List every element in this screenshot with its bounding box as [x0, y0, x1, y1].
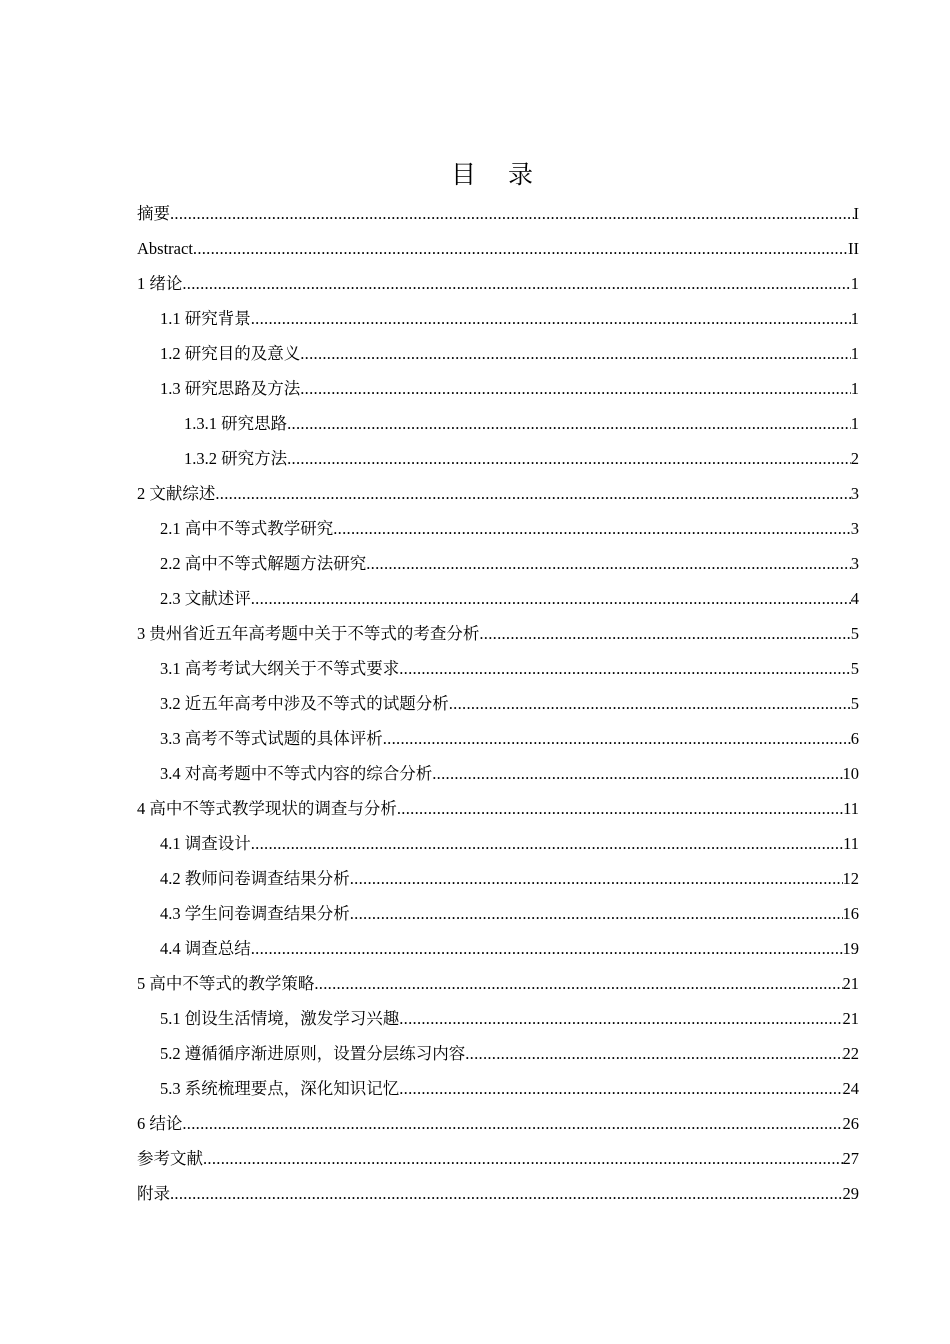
toc-dot-leader	[251, 585, 851, 613]
toc-entry-page-number: 3	[850, 554, 859, 573]
toc-dot-leader	[203, 1145, 843, 1173]
toc-dot-leader	[300, 340, 851, 368]
toc-entry[interactable]	[137, 970, 859, 1005]
toc-entry[interactable]	[137, 480, 859, 515]
toc-dot-leader	[350, 900, 843, 928]
toc-entry-page-number: 11	[843, 799, 859, 818]
toc-entry[interactable]	[137, 655, 859, 690]
toc-dot-leader	[479, 620, 850, 648]
toc-entry[interactable]	[137, 620, 859, 655]
toc-entry[interactable]	[137, 865, 859, 900]
toc-list	[137, 200, 859, 1215]
toc-entry-page-number: 1	[850, 414, 859, 433]
toc-entry[interactable]	[137, 375, 859, 410]
toc-entry-label: 2 文献综述	[137, 484, 216, 503]
toc-entry-page-number: 5	[850, 694, 859, 713]
toc-dot-leader	[170, 200, 854, 228]
toc-entry-page-number: 16	[842, 904, 859, 923]
toc-entry[interactable]	[137, 1145, 859, 1180]
toc-entry-page-number: 26	[842, 1114, 859, 1133]
toc-entry[interactable]	[137, 585, 859, 620]
toc-entry[interactable]	[137, 235, 859, 270]
toc-entry-page-number: 19	[842, 939, 859, 958]
toc-entry[interactable]	[137, 550, 859, 585]
toc-dot-leader	[397, 795, 843, 823]
toc-entry-label: 2.3 文献述评	[160, 589, 251, 608]
toc-entry-label: 附录	[137, 1184, 170, 1203]
toc-entry[interactable]	[137, 410, 859, 445]
toc-entry-label: 参考文献	[137, 1149, 203, 1168]
toc-entry-page-number: 6	[850, 729, 859, 748]
toc-entry[interactable]	[137, 340, 859, 375]
toc-dot-leader	[366, 550, 851, 578]
toc-dot-leader	[170, 1180, 843, 1208]
toc-entry-page-number: 24	[842, 1079, 859, 1098]
toc-entry-label: 3.4 对高考题中不等式内容的综合分析	[160, 764, 433, 783]
toc-entry-label: 5.3 系统梳理要点，深化知识记忆	[160, 1079, 400, 1098]
toc-entry[interactable]	[137, 445, 859, 480]
toc-entry-label: 4.1 调查设计	[160, 834, 251, 853]
toc-entry[interactable]	[137, 270, 859, 305]
toc-entry-label: 2.2 高中不等式解题方法研究	[160, 554, 367, 573]
toc-entry-label: 1.3.2 研究方法	[184, 449, 288, 468]
toc-entry-label: 4.4 调查总结	[160, 939, 251, 958]
toc-dot-leader	[251, 935, 843, 963]
toc-dot-leader	[449, 690, 851, 718]
toc-entry-page-number: 5	[850, 624, 859, 643]
toc-entry-page-number: 22	[842, 1044, 859, 1063]
toc-dot-leader	[182, 270, 850, 298]
toc-entry-label: 3 贵州省近五年高考题中关于不等式的考查分析	[137, 624, 480, 643]
toc-dot-leader	[300, 375, 851, 403]
toc-entry-label: 1.3 研究思路及方法	[160, 379, 301, 398]
toc-entry-page-number: 3	[850, 519, 859, 538]
toc-entry-page-number: 1	[850, 309, 859, 328]
toc-entry[interactable]	[137, 1180, 859, 1215]
toc-dot-leader	[287, 410, 851, 438]
toc-entry-page-number: 1	[850, 274, 859, 293]
toc-entry[interactable]	[137, 900, 859, 935]
toc-dot-leader	[182, 1110, 842, 1138]
toc-entry-page-number: I	[853, 204, 859, 223]
toc-entry-page-number: 1	[850, 379, 859, 398]
toc-entry-label: 3.1 高考考试大纲关于不等式要求	[160, 659, 400, 678]
toc-entry[interactable]	[137, 830, 859, 865]
toc-dot-leader	[251, 305, 851, 333]
toc-entry-label: 4.3 学生问卷调查结果分析	[160, 904, 350, 923]
toc-dot-leader	[399, 1005, 842, 1033]
toc-dot-leader	[350, 865, 843, 893]
toc-entry[interactable]	[137, 1040, 859, 1075]
toc-entry[interactable]	[137, 305, 859, 340]
toc-entry-label: 4.2 教师问卷调查结果分析	[160, 869, 350, 888]
toc-entry-page-number: 12	[842, 869, 859, 888]
toc-dot-leader	[383, 725, 851, 753]
toc-entry-page-number: 21	[842, 974, 859, 993]
toc-entry-label: 1.1 研究背景	[160, 309, 251, 328]
toc-entry-label: 4 高中不等式教学现状的调查与分析	[137, 799, 397, 818]
toc-entry-label: Abstract	[137, 239, 193, 258]
toc-dot-leader	[287, 445, 851, 473]
toc-entry-label: 1.3.1 研究思路	[184, 414, 288, 433]
toc-entry-page-number: 11	[843, 834, 859, 853]
toc-entry[interactable]	[137, 725, 859, 760]
toc-entry-page-number: 2	[850, 449, 859, 468]
toc-dot-leader	[215, 480, 850, 508]
toc-title: 目 录	[451, 160, 545, 189]
toc-entry[interactable]	[137, 935, 859, 970]
toc-entry-label: 摘要	[137, 204, 170, 223]
toc-dot-leader	[314, 970, 842, 998]
toc-entry-page-number: 10	[842, 764, 859, 783]
toc-entry-label: 3.3 高考不等式试题的具体评析	[160, 729, 383, 748]
toc-entry-page-number: 21	[842, 1009, 859, 1028]
toc-dot-leader	[465, 1040, 842, 1068]
toc-entry-label: 5 高中不等式的教学策略	[137, 974, 315, 993]
toc-entry-page-number: 5	[850, 659, 859, 678]
toc-entry[interactable]	[137, 1110, 859, 1145]
toc-entry-page-number: 1	[850, 344, 859, 363]
toc-dot-leader	[251, 830, 843, 858]
toc-entry-page-number: 3	[850, 484, 859, 503]
toc-dot-leader	[399, 655, 851, 683]
toc-entry-label: 1 绪论	[137, 274, 183, 293]
toc-entry-page-number: 29	[842, 1184, 859, 1203]
toc-entry[interactable]	[137, 1075, 859, 1110]
toc-entry-label: 6 结论	[137, 1114, 183, 1133]
toc-entry-label: 2.1 高中不等式教学研究	[160, 519, 334, 538]
toc-dot-leader	[333, 515, 851, 543]
toc-entry-page-number: 27	[842, 1149, 859, 1168]
toc-entry[interactable]	[137, 515, 859, 550]
toc-entry[interactable]	[137, 690, 859, 725]
toc-dot-leader	[193, 235, 848, 263]
toc-entry[interactable]	[137, 1005, 859, 1040]
toc-entry-label: 5.1 创设生活情境，激发学习兴趣	[160, 1009, 400, 1028]
toc-entry-label: 5.2 遵循循序渐进原则，设置分层练习内容	[160, 1044, 466, 1063]
toc-entry-page-number: 4	[850, 589, 859, 608]
toc-dot-leader	[432, 760, 842, 788]
toc-entry-label: 1.2 研究目的及意义	[160, 344, 301, 363]
toc-entry[interactable]	[137, 795, 859, 830]
toc-dot-leader	[399, 1075, 842, 1103]
toc-entry-page-number: II	[848, 239, 859, 258]
toc-entry[interactable]	[137, 760, 859, 795]
toc-entry[interactable]	[137, 200, 859, 235]
toc-entry-label: 3.2 近五年高考中涉及不等式的试题分析	[160, 694, 449, 713]
